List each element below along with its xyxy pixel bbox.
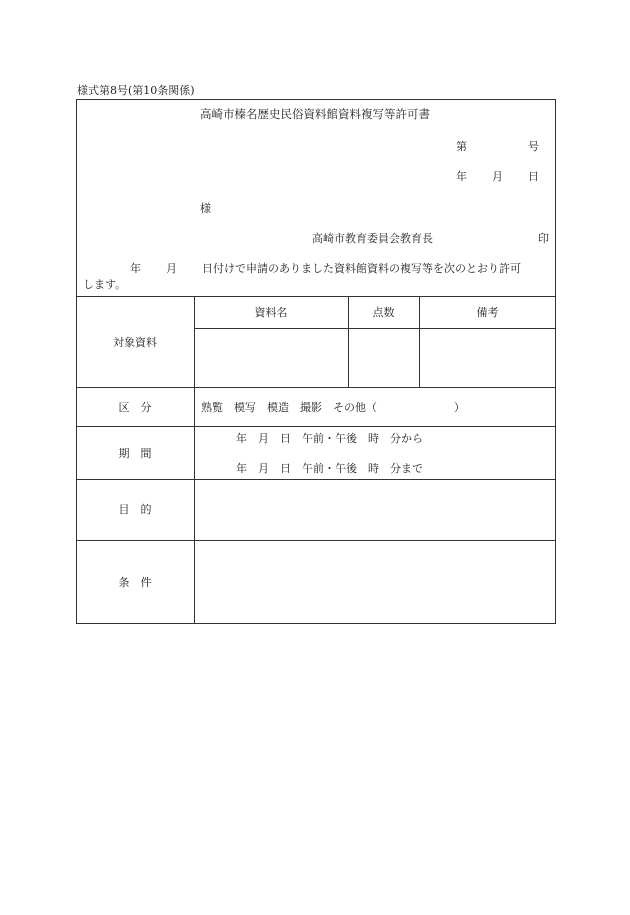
period-to: 年 月 日 午前・午後 時 分まで — [236, 462, 423, 475]
table-top-rule — [76, 296, 556, 297]
body-year-label: 年 — [130, 262, 141, 275]
label-column-rule — [194, 296, 195, 624]
period-label: 期 間 — [118, 447, 152, 460]
body-continuation: します。 — [83, 278, 127, 291]
body-month-label: 月 — [166, 262, 177, 275]
col-header-name: 資料名 — [254, 306, 288, 319]
date-year-label: 年 — [456, 170, 467, 183]
period-row-rule — [76, 479, 556, 480]
body-text: 日付けで申請のありました資料館資料の複写等を次のとおり許可 — [202, 262, 521, 275]
form-number: 様式第8号(第10条関係) — [77, 84, 195, 97]
document-title: 高崎市榛名歴史民俗資料館資料複写等許可書 — [200, 107, 430, 121]
number-prefix: 第 — [456, 140, 467, 153]
purpose-label: 目 的 — [118, 503, 152, 516]
header-row-rule — [194, 328, 556, 329]
purpose-row-rule — [76, 540, 556, 541]
seal-mark: 印 — [538, 232, 549, 245]
period-from: 年 月 日 午前・午後 時 分から — [236, 432, 423, 445]
target-materials-label: 対象資料 — [113, 336, 157, 349]
col-header-remarks: 備考 — [476, 306, 499, 319]
category-row-rule — [76, 426, 556, 427]
number-suffix: 号 — [528, 140, 539, 153]
category-options: 熟覧 模写 模造 撮影 その他（ ） — [201, 401, 465, 414]
recipient-honorific: 様 — [200, 202, 211, 215]
issuer-name: 高崎市教育委員会教育長 — [312, 232, 433, 245]
date-month-label: 月 — [492, 170, 503, 183]
permit-form-frame — [76, 99, 556, 624]
col-header-count: 点数 — [372, 306, 395, 319]
target-row-rule — [76, 387, 556, 388]
category-label: 区 分 — [118, 401, 152, 414]
conditions-label: 条 件 — [118, 576, 152, 589]
date-day-label: 日 — [528, 170, 539, 183]
